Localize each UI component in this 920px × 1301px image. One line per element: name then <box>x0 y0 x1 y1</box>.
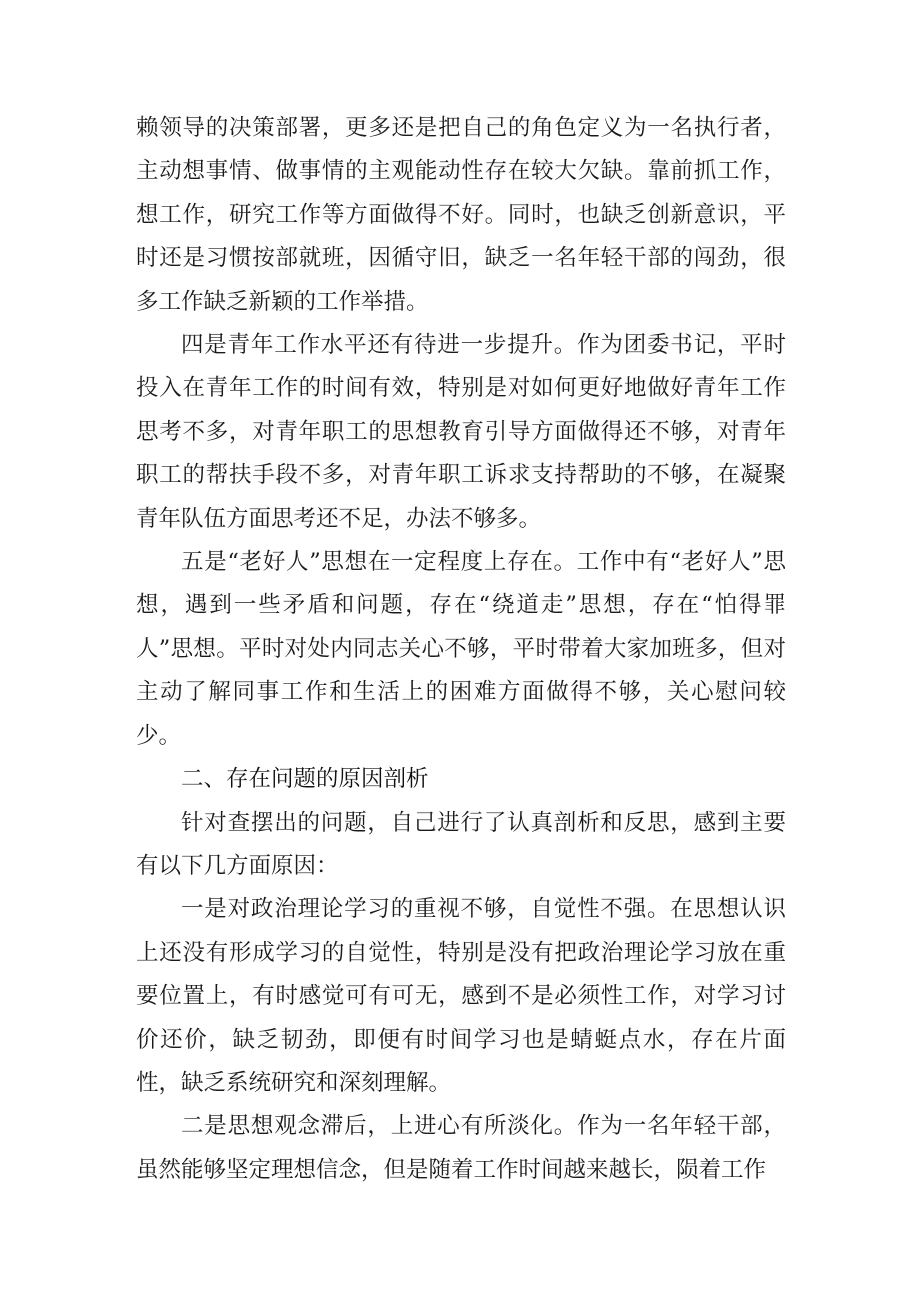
section-heading: 二、存在问题的原因剖析 <box>181 766 429 793</box>
paragraph-point-four: 四是青年工作水平还有待进一步提升。作为团委书记，平时投入在青年工作的时间有效，特别是对如何更好地做好青年工作思考不多，对青年职工的思想教育引导方面做得还不够，对青年职工的帮扶手段不多，对青年职工诉求支持帮助的不够，在凝聚青年队伍方面思考还不足，办法不够多。 <box>136 332 786 532</box>
paragraph-intro: 针对查摆出的问题，自己进行了认真剖析和反思，感到主要有以下几方面原因： <box>136 809 786 879</box>
paragraph-reason-two: 二是思想观念滞后，上进心有所淡化。作为一名年轻干部，虽然能够坚定理想信念，但是随着工作时间越来越长，陨着工作 <box>136 1113 786 1183</box>
paragraph-point-five: 五是“老好人”思想在一定程度上存在。工作中有“老好人”思想，遇到一些矛盾和问题，存在“绕道走”思想，存在“怕得罪人”思想。平时对处内同志关心不够，平时带着大家加班多，但对主动了解同事工作和生活上的困难方面做得不够，关心慰问较少。 <box>136 549 786 749</box>
paragraph-continuation: 赖领导的决策部署，更多还是把自己的角色定义为一名执行者，主动想事情、做事情的主观能动性存在较大欠缺。靠前抓工作，想工作，研究工作等方面做得不好。同时，也缺乏创新意识，平时还是习惯按部就班，因循守旧，缺乏一名年轻干部的闯劲，很多工作缺乏新颖的工作举措。 <box>136 115 786 315</box>
document-body <box>136 107 786 1192</box>
paragraph-reason-one: 一是对政治理论学习的重视不够，自觉性不强。在思想认识上还没有形成学习的自觉性，特别是没有把政治理论学习放在重要位置上，有时感觉可有可无，感到不是必须性工作，对学习讨价还价，缺乏韧劲，即便有时间学习也是蜻蜓点水，存在片面性，缺乏系统研究和深刻理解。 <box>136 896 786 1096</box>
